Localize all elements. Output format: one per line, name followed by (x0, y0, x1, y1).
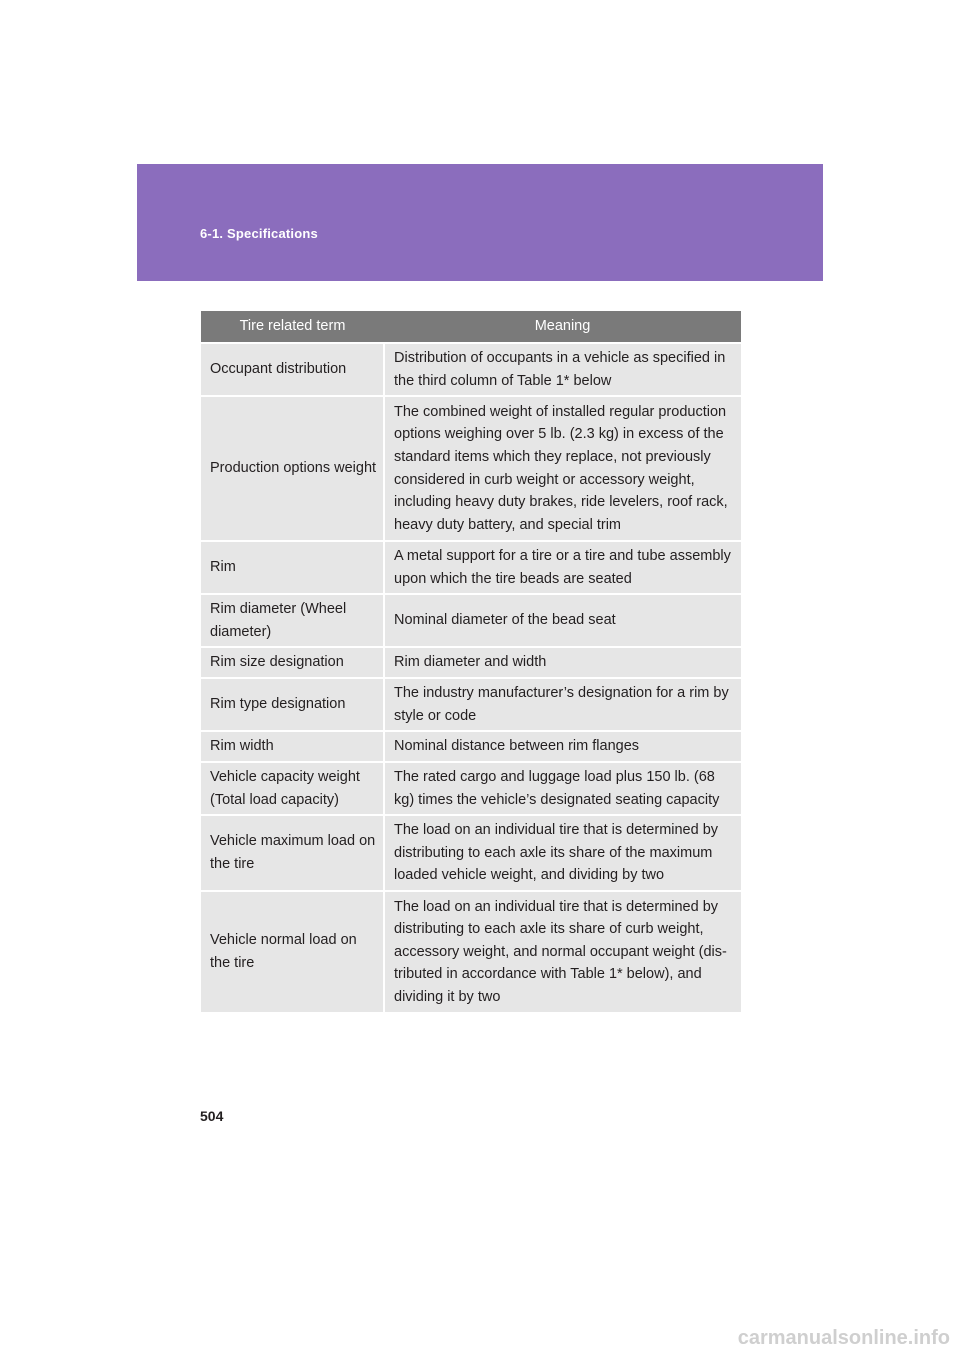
term-cell: Rim diameter (Wheel diameter) (201, 594, 384, 647)
table-row (201, 678, 741, 731)
term-cell: Rim width (201, 731, 384, 762)
meaning-cell: The industry manufacturer’s designation for a rim by style or code (384, 678, 741, 731)
chapter-header-band (137, 164, 823, 281)
section-title: 6-1. Specifications (200, 226, 318, 241)
table-row (201, 891, 741, 1012)
page-number: 504 (200, 1108, 224, 1124)
tire-terms-table (201, 311, 741, 1012)
watermark: carmanualsonline.info (737, 1327, 950, 1349)
meaning-cell: A metal support for a tire or a tire and tube assembly upon which the tire beads are seated (384, 541, 741, 594)
table-row (201, 647, 741, 678)
term-cell: Rim (201, 541, 384, 594)
table-row (201, 594, 741, 647)
meaning-cell: Rim diameter and width (384, 647, 741, 678)
table-row (201, 731, 741, 762)
table-row (201, 343, 741, 396)
table-header-row (201, 311, 741, 343)
meaning-cell: Nominal distance between rim flanges (384, 731, 741, 762)
term-cell: Rim size designation (201, 647, 384, 678)
term-cell: Vehicle normal load on the tire (201, 891, 384, 1012)
meaning-cell: The load on an individual tire that is determined by distributing to each axle its share of the maximum loaded vehicle weight, and dividing by two (384, 815, 741, 891)
table-row (201, 762, 741, 815)
meaning-cell: Nominal diameter of the bead seat (384, 594, 741, 647)
table-row (201, 396, 741, 541)
column-header-meaning: Meaning (384, 311, 741, 343)
term-cell: Occupant distribution (201, 343, 384, 396)
column-header-term: Tire related term (201, 311, 384, 343)
meaning-cell: Distribution of occupants in a vehicle as specified in the third column of Table 1* below (384, 343, 741, 396)
meaning-cell: The load on an individual tire that is determined by distributing to each axle its share of curb weight, accessory weight, and normal occupant weight (dis-tributed in accordance with Table 1* below), and dividing it by two (384, 891, 741, 1012)
term-cell: Rim type designation (201, 678, 384, 731)
table-row (201, 541, 741, 594)
term-cell: Vehicle capacity weight (Total load capacity) (201, 762, 384, 815)
term-cell: Vehicle maximum load on the tire (201, 815, 384, 891)
meaning-cell: The rated cargo and luggage load plus 150 lb. (68 kg) times the vehicle’s designated seating capacity (384, 762, 741, 815)
meaning-cell: The combined weight of installed regular production options weighing over 5 lb. (2.3 kg) in excess of the standard items which they replace, not previously considered in curb weight or accessory weight, including heavy duty brakes, ride levelers, roof rack, heavy duty battery, and special trim (384, 396, 741, 541)
term-cell: Production options weight (201, 396, 384, 541)
table-row (201, 815, 741, 891)
